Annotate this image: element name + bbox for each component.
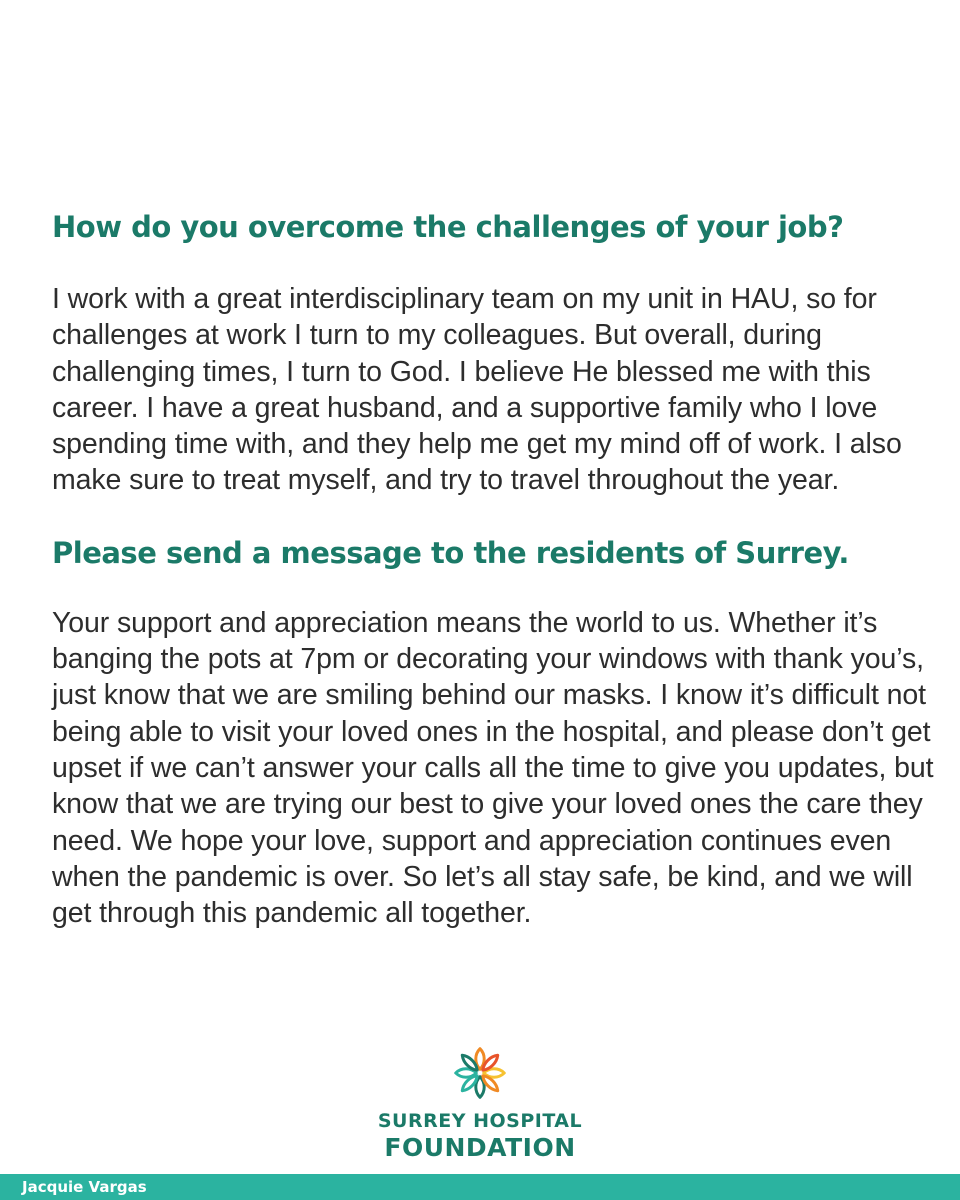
logo-text-line1: SURREY HOSPITAL xyxy=(377,1110,583,1132)
answer-paragraph-2: Your support and appreciation means the world to us. Whether it’s banging the pots at 7pm or decorating your windows with thank you’s, just know that we are smiling behind our masks. I know it’s difficult not being able to visit your loved ones in the hospital, and please don’t get upset if we can’t answer your calls all the time to give you updates, but know that we are trying our best to give your loved ones the care they need. We hope your love, support and appreciation continues even when the pandemic is over. So let’s all stay safe, be kind, and we will get through this pandemic all together. xyxy=(52,606,934,930)
footer-person-name: Jacquie Vargas xyxy=(22,1178,147,1196)
flower-logo-icon xyxy=(452,1045,508,1101)
answer-paragraph-1: I work with a great interdisciplinary team on my unit in HAU, so for challenges at work I turn to my colleagues. But overall, during challenging times, I turn to God. I believe He blessed me with this career. I have a great husband, and a supportive family who I love spending time with, and they help me get my mind off of work. I also make sure to treat myself, and try to travel throughout the year. xyxy=(52,283,902,497)
foundation-logo xyxy=(0,1045,960,1163)
question-heading-2: Please send a message to the residents of Surrey. xyxy=(52,535,849,570)
interview-content xyxy=(52,205,942,931)
footer-bar xyxy=(0,1174,960,1200)
question-heading-1: How do you overcome the challenges of your job? xyxy=(52,210,844,244)
logo-text-line2: FOUNDATION xyxy=(384,1133,576,1162)
